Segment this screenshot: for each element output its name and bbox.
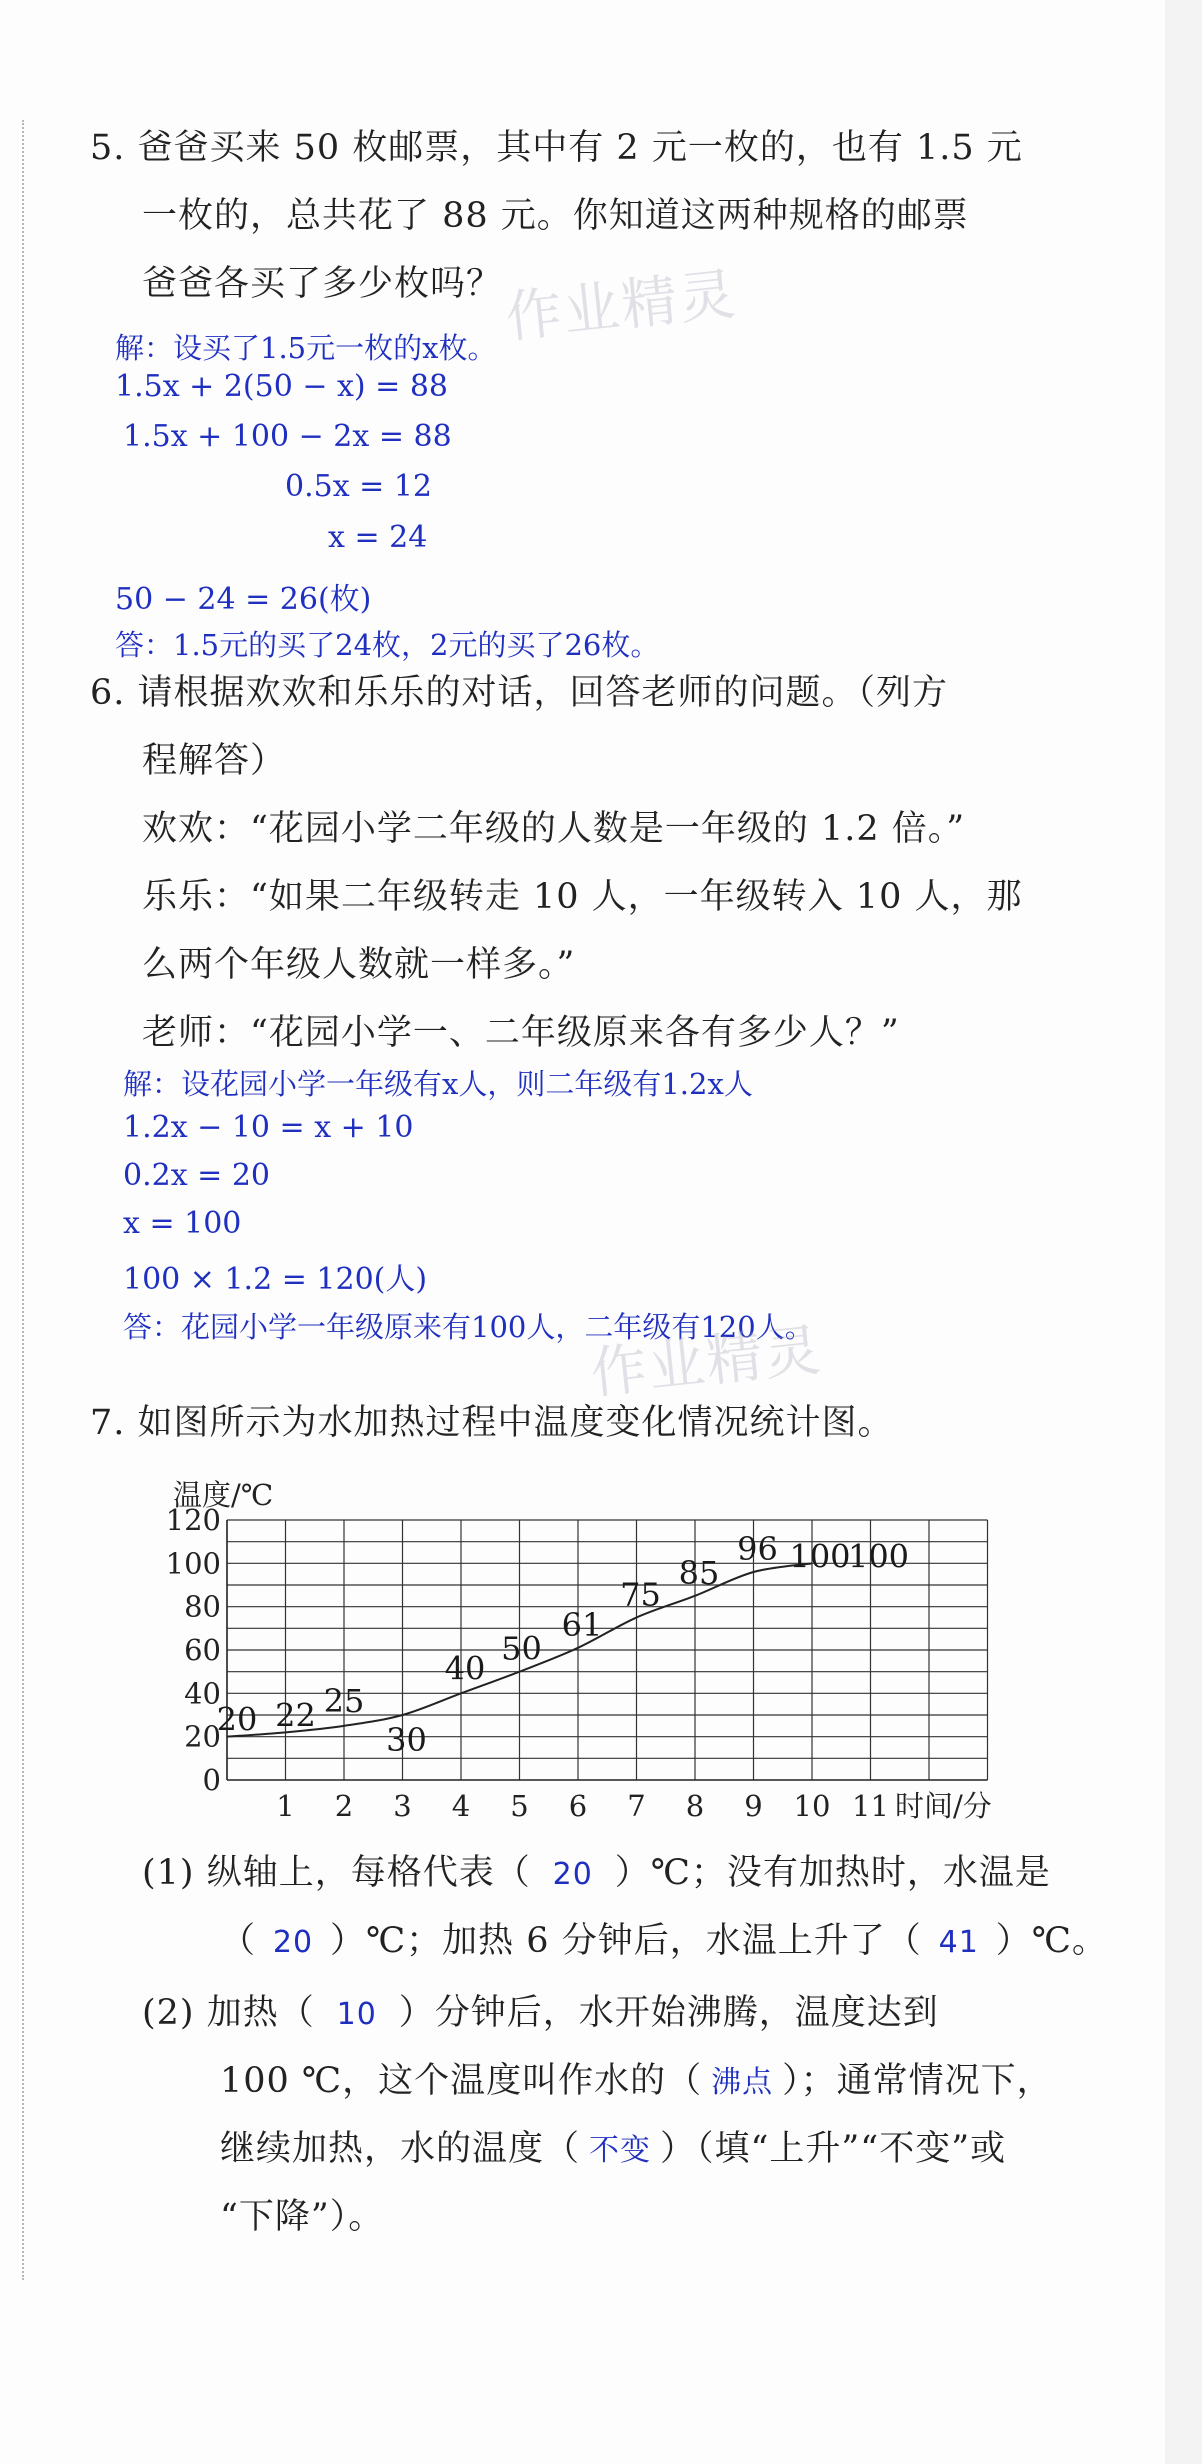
q7-2-text-e: 继续加热，水的温度（ [220,2129,581,2169]
x-tick-label: 11 [852,1789,889,1823]
q5-answer-final: 答：1.5元的买了24枚，2元的买了26枚。 [115,628,660,662]
q6-answer-let: 解：设花园小学一年级有x人，则二年级有1.2x人 [123,1067,753,1101]
q6-equation-1: 1.2x − 10 = x + 10 [123,1110,414,1145]
watermark-2: 作业精灵 [587,1318,826,1407]
q5-line-1: 5. 爸爸买来 50 枚邮票，其中有 2 元一枚的，也有 1.5 元 [90,128,1023,168]
q5-answer-let: 解：设买了1.5元一枚的x枚。 [115,331,497,365]
q6-line-5: 么两个年级人数就一样多。” [142,945,576,985]
q7-title: 7. 如图所示为水加热过程中温度变化情况统计图。 [90,1403,894,1443]
data-label: 30 [386,1721,427,1759]
q6-line-3: 欢欢：“花园小学二年级的人数是一年级的 1.2 倍。” [142,809,966,849]
q5-calc: 50 − 24 = 26(枚) [115,582,372,617]
q7-1-text-a: (1) 纵轴上，每格代表（ [142,1853,531,1893]
x-tick-label: 7 [627,1789,646,1823]
q7-2-answer-point: 沸点 [711,2065,774,2100]
y-tick-label: 0 [202,1763,221,1797]
q7-1-text-c: （ [220,1921,257,1961]
q7-1-text-e: ）℃。 [995,1921,1108,1961]
temperature-line-chart [155,1475,1025,1835]
watermark-1: 作业精灵 [502,262,741,351]
q7-1-answer-per-grid: 20 [552,1857,593,1892]
q7-2-answer-minutes: 10 [336,1997,377,2032]
q5-equation-3: 0.5x = 12 [285,469,433,504]
q6-equation-3: x = 100 [123,1206,242,1241]
data-label: 100 [789,1537,851,1576]
margin-dotted-line [22,120,24,2280]
data-label: 22 [275,1696,316,1735]
y-tick-label: 80 [184,1589,221,1624]
q7-2-line-3 [220,2121,1006,2171]
x-axis-label: 时间/分 [895,1789,992,1823]
q5-line-2: 一枚的，总共花了 88 元。你知道这两种规格的邮票 [142,196,969,236]
q7-2-text-c: 100 ℃，这个温度叫作水的（ [220,2061,703,2101]
q7-2-line-2 [220,2053,1053,2103]
q7-2-text-d: ）；通常情况下， [782,2061,1053,2101]
q7-2-answer-trend: 不变 [589,2133,652,2168]
q7-2-text-f: ）（填“上升”“不变”或 [660,2129,1007,2169]
chart-data-labels [217,1530,909,1759]
data-label: 85 [678,1553,720,1592]
q7-1-line-1 [142,1845,1051,1895]
x-tick-label: 3 [393,1789,412,1823]
y-tick-label: 100 [165,1546,221,1581]
q7-2-text-a: (2) 加热（ [142,1993,315,2033]
q6-line-6: 老师：“花园小学一、二年级原来各有多少人？” [142,1013,900,1053]
q5-equation-4: x = 24 [328,520,428,555]
q5-equation-1: 1.5x + 2(50 − x) = 88 [115,369,449,404]
y-tick-label: 60 [184,1633,221,1667]
x-tick-label: 1 [276,1789,295,1823]
q7-2-line-1 [142,1985,939,2035]
x-tick-label: 2 [334,1789,354,1823]
data-label: 40 [444,1649,486,1688]
q5-equation-2: 1.5x + 100 − 2x = 88 [123,419,452,454]
q7-1-text-d: ）℃；加热 6 分钟后，水温上升了（ [330,1921,922,1961]
q6-line-4: 乐乐：“如果二年级转走 10 人，一年级转入 10 人，那 [142,877,1023,917]
y-tick-label: 40 [184,1676,221,1711]
q6-line-1: 6. 请根据欢欢和乐乐的对话，回答老师的问题。（列方 [90,673,949,713]
data-label: 25 [323,1681,365,1720]
y-tick-label: 120 [165,1503,221,1537]
x-tick-label: 9 [744,1789,763,1823]
q7-1-text-b: ）℃；没有加热时，水温是 [614,1853,1051,1893]
data-label: 100 [847,1537,910,1576]
y-axis-label: 温度/℃ [173,1478,274,1512]
data-label: 50 [501,1629,542,1668]
x-tick-label: 10 [793,1789,831,1823]
q6-equation-2: 0.2x = 20 [123,1158,271,1193]
q7-1-answer-initial: 20 [272,1925,314,1960]
q7-2-line-4: “下降”）。 [220,2197,385,2237]
data-label: 96 [737,1530,778,1568]
q5-line-3: 爸爸各买了多少枚吗？ [142,264,503,304]
x-tick-label: 6 [568,1789,588,1823]
data-label: 20 [216,1700,258,1739]
x-tick-label: 5 [510,1789,529,1823]
q6-calc: 100 × 1.2 = 120(人) [123,1262,428,1297]
q7-1-line-2 [220,1913,1108,1963]
x-tick-label: 4 [451,1789,471,1823]
q6-answer-final: 答：花园小学一年级原来有100人，二年级有120人。 [123,1310,814,1344]
data-label: 75 [620,1575,661,1614]
q7-1-answer-rise: 41 [938,1925,979,1960]
y-tick-label: 20 [184,1719,221,1754]
data-label: 61 [561,1605,603,1644]
q6-line-2: 程解答） [142,741,287,781]
x-tick-label: 8 [685,1789,705,1823]
q7-2-text-b: ）分钟后，水开始沸腾，温度达到 [398,1993,939,2033]
